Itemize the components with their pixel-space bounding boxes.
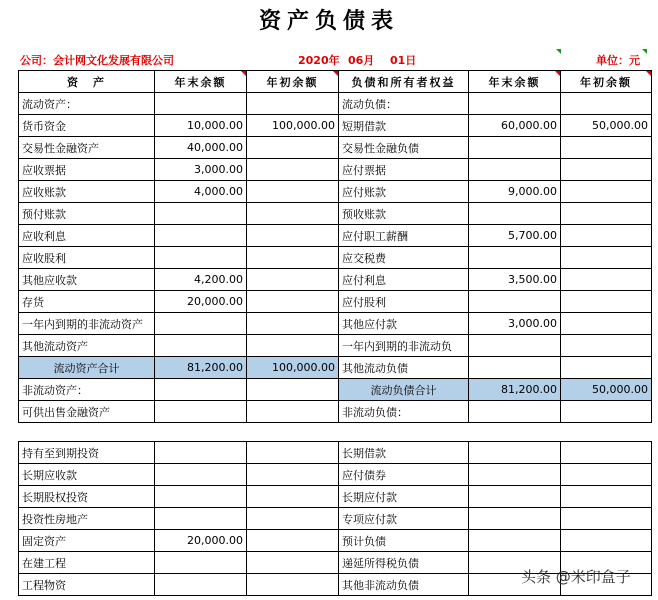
table-cell	[469, 530, 561, 552]
header-label: 年初余额	[580, 75, 632, 89]
header-assets	[19, 71, 155, 93]
table-row	[19, 93, 652, 115]
table-cell: 20,000.00	[155, 291, 247, 313]
table-cell	[247, 442, 339, 464]
table-cell	[561, 357, 652, 379]
table-cell: 交易性金融负债	[339, 137, 469, 159]
table-cell: 投资性房地产	[19, 508, 155, 530]
table-cell: 50,000.00	[561, 115, 652, 137]
table-row	[19, 379, 652, 401]
table-cell	[469, 247, 561, 269]
table-cell: 应付债券	[339, 464, 469, 486]
table-cell	[469, 442, 561, 464]
table-cell: 长期借款	[339, 442, 469, 464]
table-row	[19, 335, 652, 357]
table-cell	[561, 313, 652, 335]
table-cell	[561, 159, 652, 181]
table-cell: 应收账款	[19, 181, 155, 203]
table-cell: 应付职工薪酬	[339, 225, 469, 247]
comment-marker	[333, 71, 338, 76]
table-cell: 3,500.00	[469, 269, 561, 291]
table-cell: 9,000.00	[469, 181, 561, 203]
table-cell: 其他非流动负债	[339, 574, 469, 596]
table-cell	[247, 530, 339, 552]
table-cell: 81,200.00	[469, 379, 561, 401]
table-cell	[561, 291, 652, 313]
table-cell: 4,200.00	[155, 269, 247, 291]
table-cell: 应付账款	[339, 181, 469, 203]
table-cell	[247, 291, 339, 313]
table-cell	[155, 379, 247, 401]
table-cell	[561, 203, 652, 225]
table-cell	[469, 203, 561, 225]
table-row	[19, 159, 652, 181]
table-cell: 其他流动负债	[339, 357, 469, 379]
table-cell	[469, 335, 561, 357]
header-year-end-balance	[469, 71, 561, 93]
comment-marker	[646, 71, 651, 76]
table-cell	[247, 247, 339, 269]
table-cell: 40,000.00	[155, 137, 247, 159]
table-row	[19, 203, 652, 225]
report-day: 01日	[390, 54, 417, 67]
table-cell	[155, 247, 247, 269]
table-cell	[247, 335, 339, 357]
table-cell	[561, 486, 652, 508]
table-cell	[247, 486, 339, 508]
table-cell: 可供出售金融资产	[19, 401, 155, 423]
table-cell	[561, 137, 652, 159]
header-assets-label: 资 产	[67, 75, 106, 89]
table-cell	[247, 552, 339, 574]
table-cell	[561, 225, 652, 247]
table-row	[19, 247, 652, 269]
table-cell	[469, 464, 561, 486]
table-cell: 应交税费	[339, 247, 469, 269]
table-cell	[469, 486, 561, 508]
header-row	[19, 71, 652, 93]
table-cell: 60,000.00	[469, 115, 561, 137]
table-cell	[247, 137, 339, 159]
table-cell: 一年内到期的非流动资产	[19, 313, 155, 335]
table-cell	[561, 530, 652, 552]
table-cell: 持有至到期投资	[19, 442, 155, 464]
table-cell: 预计负债	[339, 530, 469, 552]
table-row	[19, 357, 652, 379]
table-cell	[247, 225, 339, 247]
table-row	[19, 401, 652, 423]
table-cell	[469, 508, 561, 530]
table-cell: 工程物资	[19, 574, 155, 596]
page-title: 资产负债表	[258, 9, 399, 34]
table-cell	[155, 313, 247, 335]
table-cell	[247, 203, 339, 225]
table-row	[19, 225, 652, 247]
comment-marker	[642, 49, 647, 54]
table-cell: 专项应付款	[339, 508, 469, 530]
table-cell	[561, 508, 652, 530]
table-cell: 其他流动资产	[19, 335, 155, 357]
table-cell	[469, 159, 561, 181]
table-cell	[155, 552, 247, 574]
table-cell: 交易性金融资产	[19, 137, 155, 159]
table-cell: 100,000.00	[247, 115, 339, 137]
table-cell: 流动资产合计	[19, 357, 155, 379]
table-cell	[247, 93, 339, 115]
table-cell: 非流动负债：	[339, 401, 469, 423]
table-cell: 应付票据	[339, 159, 469, 181]
table-cell	[561, 442, 652, 464]
table-cell: 长期应收款	[19, 464, 155, 486]
table-cell	[247, 159, 339, 181]
table-cell: 流动资产：	[19, 93, 155, 115]
table-cell	[469, 93, 561, 115]
table-cell	[561, 464, 652, 486]
balance-sheet-table-top	[18, 70, 652, 423]
table-cell: 一年内到期的非流动负	[339, 335, 469, 357]
table-cell: 50,000.00	[561, 379, 652, 401]
table-row	[19, 464, 652, 486]
table-cell: 预付账款	[19, 203, 155, 225]
table-cell: 长期股权投资	[19, 486, 155, 508]
table-cell	[469, 401, 561, 423]
table-cell: 应付利息	[339, 269, 469, 291]
table-cell	[561, 335, 652, 357]
watermark: 头条 @米印盒子	[521, 568, 631, 586]
table-cell: 81,200.00	[155, 357, 247, 379]
table-cell: 长期应付款	[339, 486, 469, 508]
table-cell: 在建工程	[19, 552, 155, 574]
comment-marker	[555, 71, 560, 76]
table-cell: 4,000.00	[155, 181, 247, 203]
table-row	[19, 137, 652, 159]
report-year: 2020年	[298, 54, 340, 67]
table-cell: 3,000.00	[155, 159, 247, 181]
header-label: 年末余额	[488, 75, 541, 89]
header-label: 年末余额	[174, 75, 227, 89]
table-row	[19, 269, 652, 291]
table-cell	[155, 335, 247, 357]
table-row	[19, 291, 652, 313]
table-cell	[561, 269, 652, 291]
table-cell	[561, 401, 652, 423]
table-cell: 应收票据	[19, 159, 155, 181]
table-cell: 存货	[19, 291, 155, 313]
header-label: 年初余额	[266, 75, 319, 89]
table-cell: 3,000.00	[469, 313, 561, 335]
table-cell: 货币资金	[19, 115, 155, 137]
table-cell: 其他应收款	[19, 269, 155, 291]
table-cell: 流动负债：	[339, 93, 469, 115]
header-year-begin-balance	[561, 71, 652, 93]
table-cell: 10,000.00	[155, 115, 247, 137]
table-row	[19, 486, 652, 508]
table-cell	[247, 313, 339, 335]
table-cell	[247, 508, 339, 530]
table-cell: 100,000.00	[247, 357, 339, 379]
header-liabilities-equity	[339, 71, 469, 93]
table-cell	[561, 181, 652, 203]
comment-marker	[241, 71, 246, 76]
table-row	[19, 181, 652, 203]
table-cell: 应付股利	[339, 291, 469, 313]
table-cell	[469, 357, 561, 379]
report-month: 06月	[348, 54, 375, 67]
table-cell	[247, 401, 339, 423]
table-cell	[155, 203, 247, 225]
table-row	[19, 508, 652, 530]
table-cell	[155, 486, 247, 508]
table-row	[19, 115, 652, 137]
table-cell	[155, 508, 247, 530]
table-cell: 固定资产	[19, 530, 155, 552]
header-label: 负债和所有者权益	[351, 75, 456, 89]
company-name: 公司：会计网文化发展有限公司	[20, 54, 174, 67]
table-cell	[155, 401, 247, 423]
table-cell	[247, 379, 339, 401]
table-cell	[247, 269, 339, 291]
table-cell	[155, 93, 247, 115]
table-cell: 非流动资产：	[19, 379, 155, 401]
table-cell: 应收利息	[19, 225, 155, 247]
table-cell	[561, 93, 652, 115]
table-cell: 其他应付款	[339, 313, 469, 335]
table-cell	[155, 464, 247, 486]
table-cell: 递延所得税负债	[339, 552, 469, 574]
table-cell	[561, 247, 652, 269]
table-row	[19, 530, 652, 552]
table-cell	[155, 225, 247, 247]
header-year-begin-balance	[247, 71, 339, 93]
table-cell	[247, 574, 339, 596]
header-year-end-balance	[155, 71, 247, 93]
table-cell: 预收账款	[339, 203, 469, 225]
table-cell	[469, 137, 561, 159]
unit-label: 单位：元	[596, 54, 640, 67]
table-cell	[155, 442, 247, 464]
table-row	[19, 313, 652, 335]
table-cell	[247, 464, 339, 486]
table-row	[19, 442, 652, 464]
table-cell	[247, 181, 339, 203]
table-cell: 5,700.00	[469, 225, 561, 247]
comment-marker	[556, 49, 561, 54]
table-cell: 20,000.00	[155, 530, 247, 552]
table-cell	[155, 574, 247, 596]
table-cell: 短期借款	[339, 115, 469, 137]
table-cell: 流动负债合计	[339, 379, 469, 401]
table-cell: 应收股利	[19, 247, 155, 269]
table-cell	[469, 291, 561, 313]
